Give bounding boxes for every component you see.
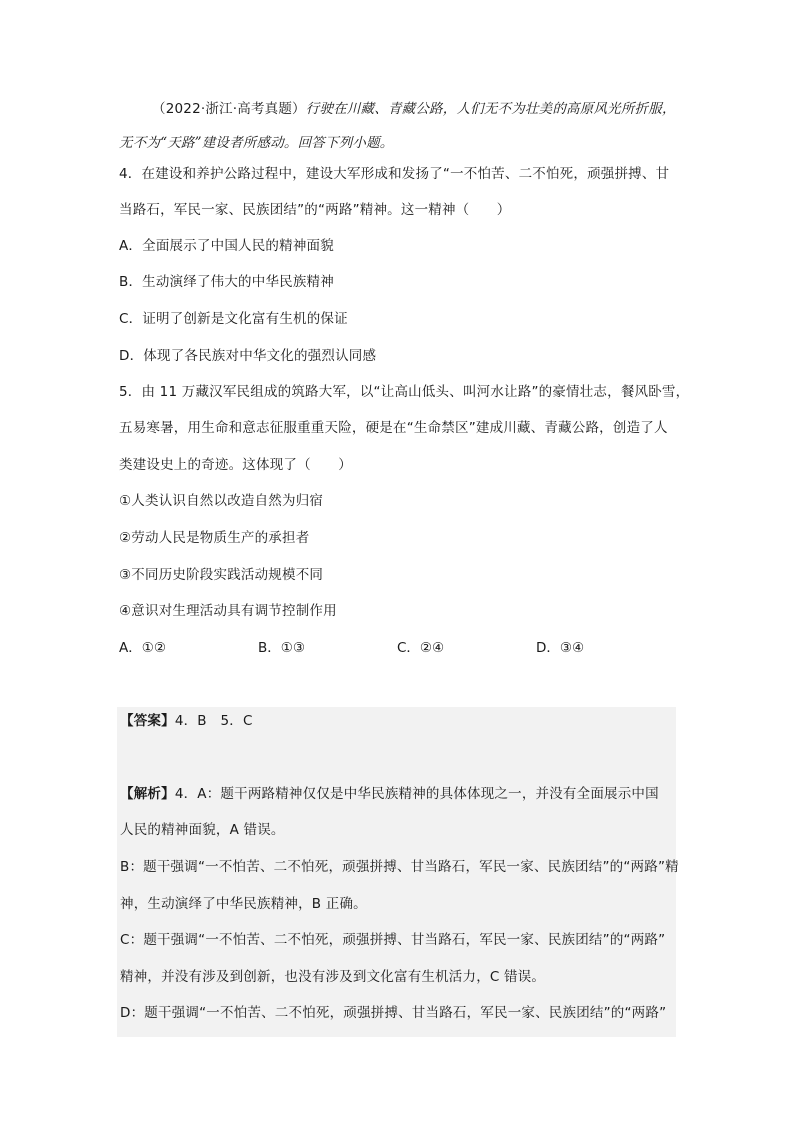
q5-option-b: B．①③: [258, 640, 305, 656]
analysis-line-4: 神，生动演绎了中华民族精神，B 正确。: [120, 896, 367, 912]
analysis-line-1: [120, 785, 659, 803]
q5-statement-1: ①人类认识自然以改造自然为归宿: [119, 493, 324, 509]
q5-statement-3: ③不同历史阶段实践活动规模不同: [119, 567, 324, 583]
analysis-line-5: C：题干强调“一不怕苦、二不怕死，顽强拼搏、甘当路石，军民一家、民族团结”的“两路”: [120, 932, 666, 948]
analysis-line-6: 精神，并没有涉及到创新，也没有涉及到文化富有生机活力，C 错误。: [120, 969, 546, 985]
answer-label: 【答案】: [120, 713, 175, 729]
analysis-line-3: B：题干强调“一不怕苦、二不怕死，顽强拼搏、甘当路石，军民一家、民族团结”的“两路”精: [120, 859, 679, 875]
q5-statement-4: ④意识对生理活动具有调节控制作用: [119, 603, 337, 619]
q4-option-b: B．生动演绎了伟大的中华民族精神: [119, 274, 334, 290]
source-tag: （2022·浙江·高考真题）: [152, 101, 306, 117]
q5-option-d: D．③④: [536, 640, 585, 656]
q5-stem-line-1: 5．由 11 万藏汉军民组成的筑路大军，以“让高山低头、叫河水让路”的豪情壮志，餐风卧雪，: [119, 384, 690, 400]
intro-line-1: [152, 100, 676, 118]
q4-option-a: A．全面展示了中国人民的精神面貌: [119, 238, 334, 254]
q5-stem-line-2: 五易寒暑，用生命和意志征服重重天险，硬是在“生命禁区”建成川藏、青藏公路，创造了人: [119, 420, 668, 436]
q5-stem-line-3: 类建设史上的奇迹。这体现了（ ）: [119, 457, 352, 473]
intro-line-2: 无不为“天路”建设者所感动。回答下列小题。: [119, 135, 394, 151]
q4-option-c: C．证明了创新是文化富有生机的保证: [119, 311, 348, 327]
q5-option-a: A．①②: [119, 640, 166, 656]
intro-text-1: 行驶在川藏、青藏公路，人们无不为壮美的高原风光所折服，: [305, 101, 676, 117]
analysis-line-7: D：题干强调“一不怕苦、二不怕死，顽强拼搏、甘当路石，军民一家、民族团结”的“两路”: [120, 1005, 667, 1021]
q4-option-d: D．体现了各民族对中华文化的强烈认同感: [119, 348, 377, 364]
answer-analysis-box: [117, 707, 679, 1037]
answer-line: [120, 712, 253, 730]
q5-options: [119, 639, 639, 657]
q4-stem-line-2: 当路石，军民一家、民族团结”的“两路”精神。这一精神（ ）: [119, 202, 511, 218]
q5-option-c: C．②④: [397, 640, 445, 656]
q4-stem-line-1: 4．在建设和养护公路过程中，建设大军形成和发扬了“一不怕苦、二不怕死，顽强拼搏、甘: [119, 166, 670, 182]
q5-statement-2: ②劳动人民是物质生产的承担者: [119, 530, 310, 546]
analysis-text-1: 4．A：题干两路精神仅仅是中华民族精神的具体体现之一，并没有全面展示中国: [174, 786, 659, 802]
analysis-line-2: 人民的精神面貌，A 错误。: [120, 822, 285, 838]
answer-text: 4．B 5．C: [174, 713, 253, 729]
analysis-label: 【解析】: [120, 786, 175, 802]
